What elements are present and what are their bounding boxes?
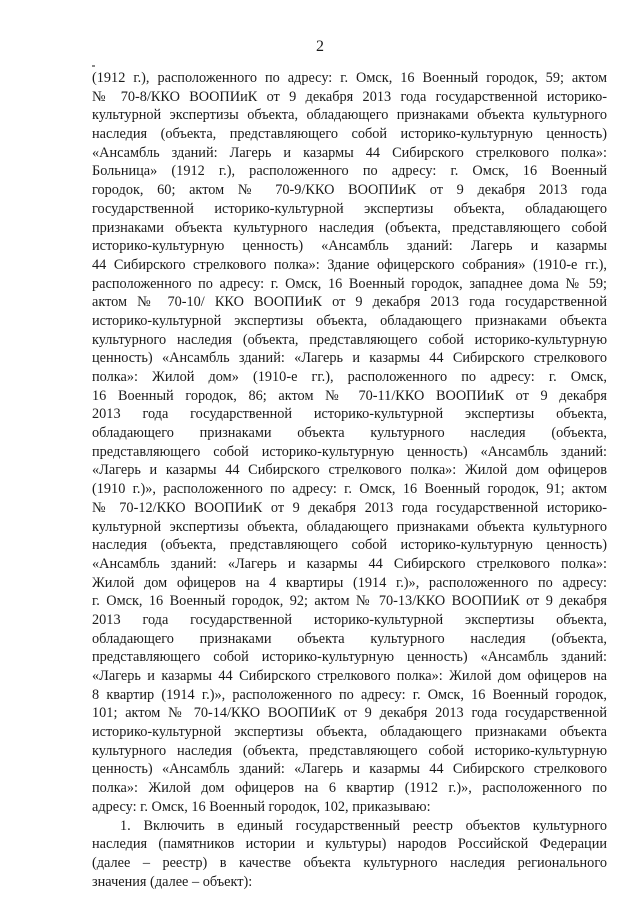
text-line: историко-культурной экспертизы объекта, обладающего признаками объекта <box>92 724 607 741</box>
text-line: представляющего собой историко-культурную ценность) «Ансамбль зданий: <box>92 649 607 666</box>
text-line: расположенного по адресу: г. Омск, 16 Военный городок, западнее дома № 59; <box>92 275 607 292</box>
text-line: историко-культурную ценность) «Ансамбль зданий: Лагерь и казармы <box>92 238 607 255</box>
scan-mark <box>92 65 95 67</box>
text-line: городок, 60; актом № 70-9/ККО ВООПИиК от 9 декабря 2013 года <box>92 182 607 199</box>
text-line: 44 Сибирского стрелкового полка»: Здание офицерского собрания» (1910-е гг.), <box>92 256 607 273</box>
text-line: «Ансамбль зданий: «Лагерь и казармы 44 Сибирского стрелкового полка»: <box>92 555 607 572</box>
text-line: наследия (памятников истории и культуры) народов Российской Федерации <box>92 836 607 853</box>
text-line: ценность) «Ансамбль зданий: «Лагерь и казармы 44 Сибирского стрелкового <box>92 350 607 367</box>
text-line: ценность) «Ансамбль зданий: «Лагерь и казармы 44 Сибирского стрелкового <box>92 761 607 778</box>
text-line: историко-культурной экспертизы объекта, обладающего признаками объекта <box>92 312 607 329</box>
text-line: полка»: Жилой дом офицеров на 6 квартир (1912 г.)», расположенного по <box>92 780 607 797</box>
text-line: 1. Включить в единый государственный реестр объектов культурного <box>120 817 607 834</box>
text-line: наследия (объекта, представляющего собой историко-культурную ценность) <box>92 126 607 143</box>
text-line: (1912 г.), расположенного по адресу: г. Омск, 16 Военный городок, 59; актом <box>92 70 607 86</box>
text-line: актом № 70-10/ ККО ВООПИиК от 9 декабря 2013 года государственной <box>92 294 607 311</box>
text-line: обладающего признаками объекта культурного наследия (объекта, <box>92 630 607 647</box>
text-line: № 70-8/ККО ВООПИиК от 9 декабря 2013 года государственной историко- <box>92 88 607 105</box>
text-line: (1910 г.)», расположенного по адресу: г. Омск, 16 Военный городок, 91; актом <box>92 481 607 498</box>
text-line: культурной экспертизы объекта, обладающего признаками объекта культурного <box>92 518 607 535</box>
text-line: 2013 года государственной историко-культурной экспертизы объекта, <box>92 406 607 423</box>
text-line: 16 Военный городок, 86; актом № 70-11/ККО ВООПИиК от 9 декабря <box>92 387 607 404</box>
text-line: культурного наследия (объекта, представляющего собой историко-культурную <box>92 742 607 759</box>
text-line: № 70-12/ККО ВООПИиК от 9 декабря 2013 года государственной историко- <box>92 499 607 516</box>
page-number: 2 <box>316 38 324 55</box>
text-line: (далее – реестр) в качестве объекта культурного наследия регионального <box>92 854 607 871</box>
text-line: «Лагерь и казармы 44 Сибирского стрелкового полка»: Жилой дом офицеров <box>92 462 607 479</box>
text-line: культурной экспертизы объекта, обладающего признаками объекта культурного <box>92 107 607 124</box>
text-line: г. Омск, 16 Военный городок, 92; актом № 70-13/ККО ВООПИиК от 9 декабря <box>92 593 607 610</box>
text-line: представляющего собой историко-культурную ценность) «Ансамбль зданий: <box>92 443 607 460</box>
text-line: обладающего признаками объекта культурного наследия (объекта, <box>92 425 607 442</box>
text-line: «Лагерь и казармы 44 Сибирского стрелкового полка»: Жилой дом офицеров на <box>92 668 607 684</box>
text-line: культурного наследия (объекта, представляющего собой историко-культурную <box>92 331 607 348</box>
text-line: адресу: г. Омск, 16 Военный городок, 102, приказываю: <box>92 798 431 815</box>
body-text <box>92 69 607 891</box>
text-line: Жилой дом офицеров на 4 квартиры (1914 г.)», расположенного по адресу: <box>92 574 607 591</box>
text-line: государственной историко-культурной экспертизы объекта, обладающего <box>92 200 607 217</box>
text-line: 101; актом № 70-14/ККО ВООПИиК от 9 декабря 2013 года государственной <box>92 705 607 722</box>
text-line: полка»: Жилой дом» (1910-е гг.), расположенного по адресу: г. Омск, <box>92 369 607 385</box>
text-line: Больница» (1912 г.), расположенного по адресу: г. Омск, 16 Военный <box>92 163 607 180</box>
text-line: наследия (объекта, представляющего собой историко-культурную ценность) <box>92 537 607 554</box>
text-line: «Ансамбль зданий: Лагерь и казармы 44 Сибирского стрелкового полка»: <box>92 144 607 161</box>
text-line: 2013 года государственной историко-культурной экспертизы объекта, <box>92 611 607 628</box>
text-line: признаками объекта культурного наследия (объекта, представляющего собой <box>92 219 607 236</box>
text-line: значения (далее – объект): <box>92 873 253 890</box>
text-line: 8 квартир (1914 г.)», расположенного по адресу: г. Омск, 16 Военный городок, <box>92 686 607 703</box>
